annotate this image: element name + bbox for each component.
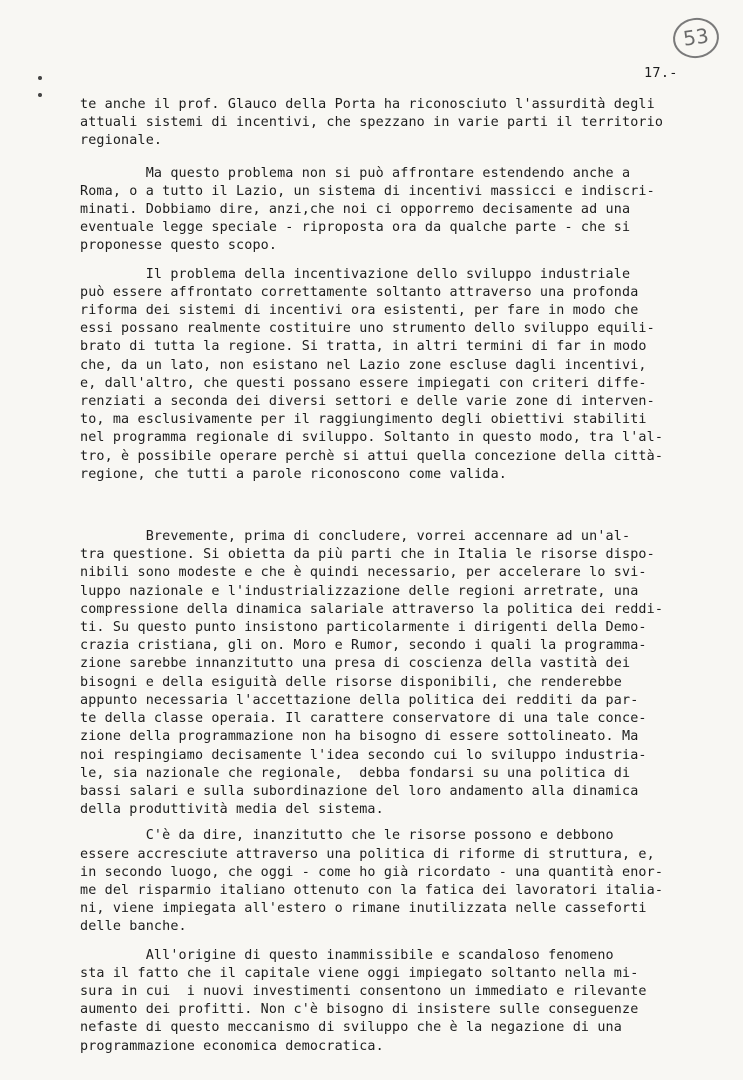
document-body: [80, 96, 710, 1056]
page-number: 17.-: [644, 65, 678, 81]
margin-mark: [38, 76, 42, 80]
paragraph: Ma questo problema non si può affrontare estendendo anche a Roma, o a tutto il Lazio, un sistema di incentivi massicci e indiscri- minati. Dobbiamo dire, anzi,che noi ci opporremo decisamente ad una eventuale legge speciale - riproposta ora da qualche parte - che si proponesse questo scopo.: [80, 165, 655, 254]
paragraph: Brevemente, prima di concludere, vorrei accennare ad un'al- tra questione. Si obietta da più parti che in Italia le risorse dispo- nibili sono modeste e che è quindi necessario, per accelerare lo svi- luppo nazionale e l'industrializzazione delle regioni arretrate, una compressione della dinamica salariale attraverso la politica dei reddi- ti. Su questo punto insistono particolarmente i dirigenti della Demo- crazia cristiana, gli on. Moro e Rumor, secondo i quali la programma- zione sarebbe innanzitutto una presa di coscienza della vastità dei bisogni e della esiguità delle risorse disponibili, che renderebbe appunto necessaria l'accettazione della politica dei redditi da par- te della classe operaia. Il carattere conservatore di una tale conce- zione della programmazione non ha bisogno di essere sottolineato. Ma noi respingiamo decisamente l'idea secondo cui lo sviluppo industria- le, sia nazionale che regionale, debba fondarsi su una politica di bassi salari e sulla subordinazione del loro andamento alla dinamica della produttività media del sistema.: [80, 529, 664, 818]
margin-mark: [38, 93, 42, 97]
page-stamp: 53: [670, 15, 721, 61]
paragraph: te anche il prof. Glauco della Porta ha riconosciuto l'assurdità degli attuali sistemi di incentivi, che spezzano in varie parti il territorio regionale.: [80, 97, 664, 149]
paragraph: Il problema della incentivazione dello sviluppo industriale può essere affrontato correttamente soltanto attraverso una profonda riforma dei sistemi di incentivi ora esistenti, per fare in modo che essi possano realmente costituire uno strumento dello sviluppo equili- brato di tutta la regione. Si tratta, in altri termini di far in modo che, da un lato, non esistano nel Lazio zone escluse dagli incentivi, e, dall'altro, che questi possano essere impiegati con criteri diffe- renziati a seconda dei diversi settori e delle varie zone di interven- to, ma esclusivamente per il raggiungimento degli obiettivi stabiliti nel programma regionale di sviluppo. Soltanto in questo modo, tra l'al- tro, è possibile operare perchè si attui quella concezione della città- regione, che tutti a parole riconoscono come valida.: [80, 266, 664, 482]
paragraph: All'origine di questo inammissibile e scandaloso fenomeno sta il fatto che il capitale viene oggi impiegato soltanto nella mi- sura in cui i nuovi investimenti consentono un immediato e rilevante aumento dei profitti. Non c'è bisogno di insistere sulle conseguenze nefaste di questo meccanismo di sviluppo che è la negazione di una programmazione economica democratica.: [80, 947, 647, 1054]
paragraph: C'è da dire, inanzitutto che le risorse possono e debbono essere accresciute attraverso una politica di riforme di struttura, e, in secondo luogo, che oggi - come ho già ricordato - una quantità enor- me del risparmio italiano ottenuto con la fatica dei lavoratori italia- ni, viene impiegata all'estero o rimane inutilizzata nelle casseforti delle banche.: [80, 828, 664, 935]
